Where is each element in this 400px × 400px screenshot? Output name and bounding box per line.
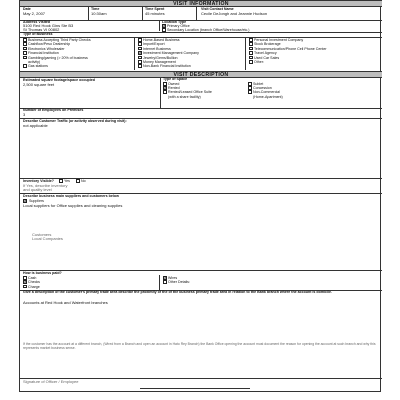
business-used-car-sales-label: Used Car Sales <box>254 55 280 60</box>
address-line2: St Thomas VI 00802 <box>23 27 60 32</box>
business-other-checkbox[interactable] <box>249 60 253 64</box>
trade-label: Give a description of the customer's primary trade area describe the proximity of the of the business primary trade area in relation to the Bank branch where the account is domicile. <box>23 290 333 294</box>
paid-charge-label: Charge <box>28 284 40 289</box>
space-non-commercial-label: Non-Commercial <box>253 90 280 95</box>
location-type-label: Location Type <box>162 20 187 24</box>
business-personal-investment-company-label: Personal Investment Company <box>254 38 304 42</box>
business-money-management-checkbox[interactable] <box>138 60 142 64</box>
address-label: Address Visited <box>23 20 51 24</box>
inventory-yes-label: Yes <box>64 179 70 183</box>
business-electronics-wholesaler-label: Electronics Wholesaler <box>28 46 65 51</box>
business-investment-management-company-checkbox[interactable]: X <box>139 51 142 56</box>
paid-charge-checkbox[interactable] <box>23 285 27 289</box>
visit-description-band <box>20 71 382 78</box>
suppliers-sub-label: Suppliers <box>29 199 44 203</box>
paid-wires-checkbox[interactable]: X <box>164 276 167 280</box>
business-jewelry-gems-bullion-label: Jewelry/Gems/Bullion <box>143 55 178 60</box>
paid-other-details-checkbox[interactable] <box>163 280 167 284</box>
business-cashflow-peso-dealership-checkbox[interactable] <box>23 42 27 46</box>
business-non-bank-financial-institution-label: Non-Bank Financial Institution <box>143 64 191 69</box>
business-non-bank-financial-institution-checkbox[interactable] <box>138 64 142 68</box>
business-travel-agency-label: Travel Agency <box>254 51 277 56</box>
paid-wires-label: Wires <box>168 276 178 280</box>
business-financial-institution-checkbox[interactable] <box>23 51 27 55</box>
inventory-label: Inventory Visible? <box>23 179 54 183</box>
space-owned-checkbox[interactable] <box>163 82 167 86</box>
paid-other-details-label: Other Details: <box>168 280 190 285</box>
time-spent-label: Time Spent <box>145 7 165 11</box>
space-rented-label: Rented <box>168 86 180 91</box>
visit-information-title: VISIT INFORMATION <box>173 1 229 7</box>
business-investment-management-company-label: Investment Management Company <box>143 51 199 56</box>
business-personal-investment-company-checkbox[interactable] <box>249 38 253 42</box>
business-business-accepting-third-party-checks-checkbox[interactable] <box>23 38 27 42</box>
location-primary-office-checkbox[interactable]: X <box>163 24 166 28</box>
business-other-label: Other: <box>254 60 264 64</box>
business-stock-brokerage-label: Stock Brokerage <box>254 42 281 47</box>
space-concession-label: Concession <box>253 86 272 91</box>
visit-description-title: VISIT DESCRIPTION <box>173 72 229 78</box>
address-line1: 5100 Red Hook Gins Ste B3 <box>23 23 74 28</box>
space-value: 2,500 square feet <box>23 82 55 87</box>
suppliers-label: Describe business main suppliers and customers below <box>23 194 119 198</box>
business-home-based-business-checkbox[interactable] <box>138 38 142 42</box>
time-spent-value: 45 minutes <box>145 11 165 16</box>
business-electronics-wholesaler-checkbox[interactable] <box>23 47 27 51</box>
space-sublet-label: Sublet <box>253 82 264 86</box>
inventory-note-1: If Yes, describe inventory <box>23 183 68 188</box>
paid-checks-label: Checks <box>28 280 40 285</box>
inventory-no-checkbox[interactable] <box>76 179 80 183</box>
type-of-space-label: Type of Space <box>163 77 188 81</box>
customers-note-1: Customers <box>32 232 52 237</box>
location-primary-office-label: Primary Office <box>167 24 190 28</box>
business-stock-brokerage-checkbox[interactable] <box>249 42 253 46</box>
business-cashflow-peso-dealership-label: Cashflow/Peso Dealership <box>28 42 71 47</box>
business-money-management-label: Money Management <box>143 60 176 64</box>
space-owned-label: Owned <box>168 82 180 86</box>
business-financial-institution-label: Financial Institution <box>28 51 59 56</box>
business-import-export-checkbox[interactable] <box>138 42 142 46</box>
business-import-export-label: Import/Export <box>143 42 165 47</box>
traffic-value: not applicable <box>23 123 48 128</box>
business-travel-agency-checkbox[interactable] <box>249 51 253 55</box>
space-rented-checkbox[interactable]: X <box>164 86 167 91</box>
business-gas-stations-label: Gas stations <box>28 64 48 69</box>
contact-value: Cecile DeJongh and Jeannie Hudson <box>201 11 268 16</box>
employees-label: Number of Employees on Premises <box>23 108 84 112</box>
space-rented-leased-office-suite-checkbox[interactable] <box>163 90 167 94</box>
trade-value: Accounts at Red Hook and Waterfront branches <box>23 300 108 305</box>
suppliers-checkbox[interactable]: X <box>24 199 27 203</box>
business-telecommunication-phone-cell-phone-center-checkbox[interactable] <box>249 47 253 51</box>
space-concession-checkbox[interactable] <box>248 86 252 90</box>
customers-note-2: Local Companies <box>32 236 63 241</box>
business-used-car-sales-checkbox[interactable] <box>249 56 253 60</box>
paid-label: How is business paid? <box>23 271 62 275</box>
business-internet-business-label: Internet Business <box>143 46 171 51</box>
space-label: Estimated square footage/space occupied <box>23 78 95 82</box>
paid-checks-checkbox[interactable]: X <box>24 280 27 285</box>
date-value: May 2, 2007 <box>23 11 46 16</box>
business-gas-stations-checkbox[interactable] <box>23 64 27 68</box>
space-home-apartment-label: (Home-Apartment) <box>253 94 283 99</box>
suppliers-value: Local suppliers for Office supplies and cleaning supplies <box>23 203 123 208</box>
inventory-note-2: and quality level <box>23 187 52 192</box>
traffic-label: Describe Customer Traffic (or activity observed during visit): <box>23 119 127 123</box>
business-home-based-business-label: Home-Based Business <box>143 38 180 42</box>
paid-cash-checkbox[interactable] <box>23 276 27 280</box>
business-activity-label: activity) <box>28 60 41 64</box>
inventory-no-label: No <box>81 179 86 183</box>
time-label: Time <box>91 7 100 11</box>
contact-label: Visit Contact Name <box>201 7 234 11</box>
business-gambling-gaming-20-of-business-label: Gambling/gaming (> 20% of business <box>28 55 88 60</box>
visit-form <box>19 0 381 392</box>
employees-value: 3 <box>23 112 26 117</box>
signature-label: Signature of Officer / Employee <box>23 379 79 384</box>
time-value: 10:30am <box>91 11 107 16</box>
other-branch-note: If the customer has the account at a different branch, (Wired from a Branch and open an account in Hato Rey Branch) the Bank Office opening the account must document the reason for opening the account at such branch and why this represents market business sense. <box>23 342 376 350</box>
space-rented-leased-office-suite-label: Rented/Leased Office Suite <box>168 90 212 95</box>
space-non-commercial-checkbox[interactable] <box>248 90 252 94</box>
business-internet-business-checkbox[interactable] <box>138 47 142 51</box>
business-telecommunication-phone-cell-phone-center-label: Telecommunication/Phone Cell Phone Center <box>254 46 327 51</box>
business-jewelry-gems-bullion-checkbox[interactable] <box>138 56 142 60</box>
business-gambling-gaming-20-of-business-checkbox[interactable] <box>23 56 27 60</box>
business-type-label: Type of Business <box>23 32 53 36</box>
visit-information-band <box>20 0 382 7</box>
paid-cash-label: Cash <box>28 276 37 280</box>
location-secondary-location-branch-office-warehouse-etc-label: Secondary Location (branch Office/Warehouse/etc.) <box>167 28 250 32</box>
space-with-a-share-facility-label: (with a share facility) <box>168 94 201 99</box>
space-sublet-checkbox[interactable] <box>248 82 252 86</box>
date-label: Date <box>23 7 31 11</box>
business-business-accepting-third-party-checks-label: Business Accepting Third Party Checks <box>28 38 91 42</box>
